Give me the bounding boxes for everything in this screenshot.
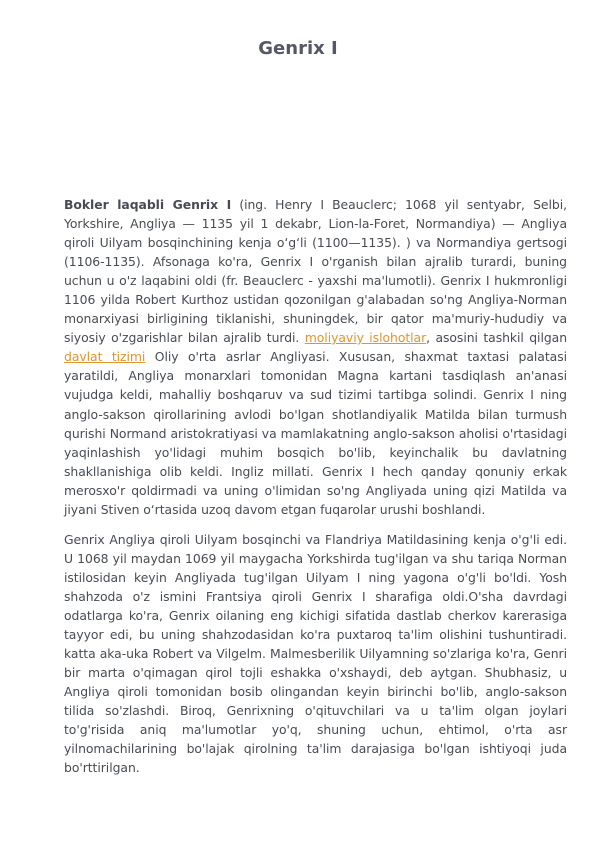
article-body — [64, 195, 567, 788]
page-title: Genrix I — [258, 38, 338, 59]
paragraph-1-text-b: , asosini tashkil qilgan — [426, 330, 568, 346]
paragraph-2: Genrix Angliya qiroli Uilyam bosqinchi va Flandriya Matildasining kenja o'g'li edi. U 1068 yil maydan 1069 yil maygacha Yorkshirda tug'ilgan va shu tariqa Norman istilosidan keyin Angliyada tug'ilgan Uilyam I ning yagona o'g'li bo'ldi. Yosh shahzoda o'z ismini Frantsiya qiroli Genrix I sharafiga oldi.O'sha davrdagi odatlarga ko'ra, Genrix oilaning eng kichigi sifatida dastlab cherkov karerasiga tayyor edi, bu uning shahzodasidan ko'ra puxtaroq ta'lim olishini tushuntiradi. katta aka-uka Robert va Vilgelm. Malmesberilik Uilyamning so'zlariga ko'ra, Genri bir marta o'qimagan qirol tojli eshakka o'xshaydi, deb aytgan. Shubhasiz, u Angliya qiroli tomonidan bosib olingandan keyin birinchi bo'lib, anglo-sakson tilida so'zlashdi. Biroq, Genrixning o'qituvchilari va u ta'lim olgan joylari to'g'risida aniq ma'lumotlar yo'q, shuning uchun, ehtimol, o'rta asr yilnomachilarining bo'lajak qirolning ta'lim darajasiga bo'lgan ishtiyoqi juda bo'rttirilgan. — [64, 531, 567, 776]
lead-text: Bokler laqabli Genrix I — [64, 197, 232, 212]
link-financial-reforms[interactable]: moliyaviy islohotlar — [304, 330, 427, 346]
paragraph-1-text-c: Oliy o'rta asrlar Angliyasi. Xususan, shaxmat taxtasi palatasi yaratildi, Angliya monarxlari tomonidan Magna kartani tasdiqlash an'anasi vujudga keldi, mahalliy boshqaruv va sud tizimi tartibga solindi. Genrix I ning anglo-sakson qirollarining avlodi bo'lgan shotlandiyalik Matilda bilan turmush qurishi Normand aristokratiyasi va mamlakatning anglo-sakson aholisi o'rtasidagi yaqinlashish yo'lidagi muhim bosqich bo'lib, keyinchalik bu davlatning shakllanishiga olib keldi. Ingliz millati. Genrix I hech qanday qonuniy erkak merosxo'r qoldirmadi va uning o'limidan so'ng Angliyada uning qizi Matilda va jiyani Stiven oʻrtasida uzoq davom etgan fuqarolar urushi boshlandi. — [64, 349, 567, 517]
paragraph-1 — [64, 195, 567, 519]
paragraph-1-text-a: (ing. Henry I Beauclerc; 1068 yil sentyabr, Selbi, Yorkshire, Angliya — 1135 yil 1 dekabr, Lion-la-Foret, Normandiya) — Angliya qiroli Uilyam bosqinchining kenja oʻgʻli (1100—1135). ) va Normandiya gertsogi (1106-1135). Afsonaga ko'ra, Genrix I o'rganish bilan ajralib turardi, buning uchun u o'z laqabini oldi (fr. Beauclerc - yaxshi ma'lumotli). Genrix I hukmronligi 1106 yilda Robert Kurthoz ustidan qozonilgan g'alabadan so'ng Angliya-Norman monarxiyasi birligining tiklanishi, shuningdek, bir qator ma'muriy-hududiy va siyosiy o'zgarishlar bilan ajralib turdi. — [64, 197, 567, 346]
link-state-system[interactable]: davlat tizimi — [64, 349, 146, 365]
